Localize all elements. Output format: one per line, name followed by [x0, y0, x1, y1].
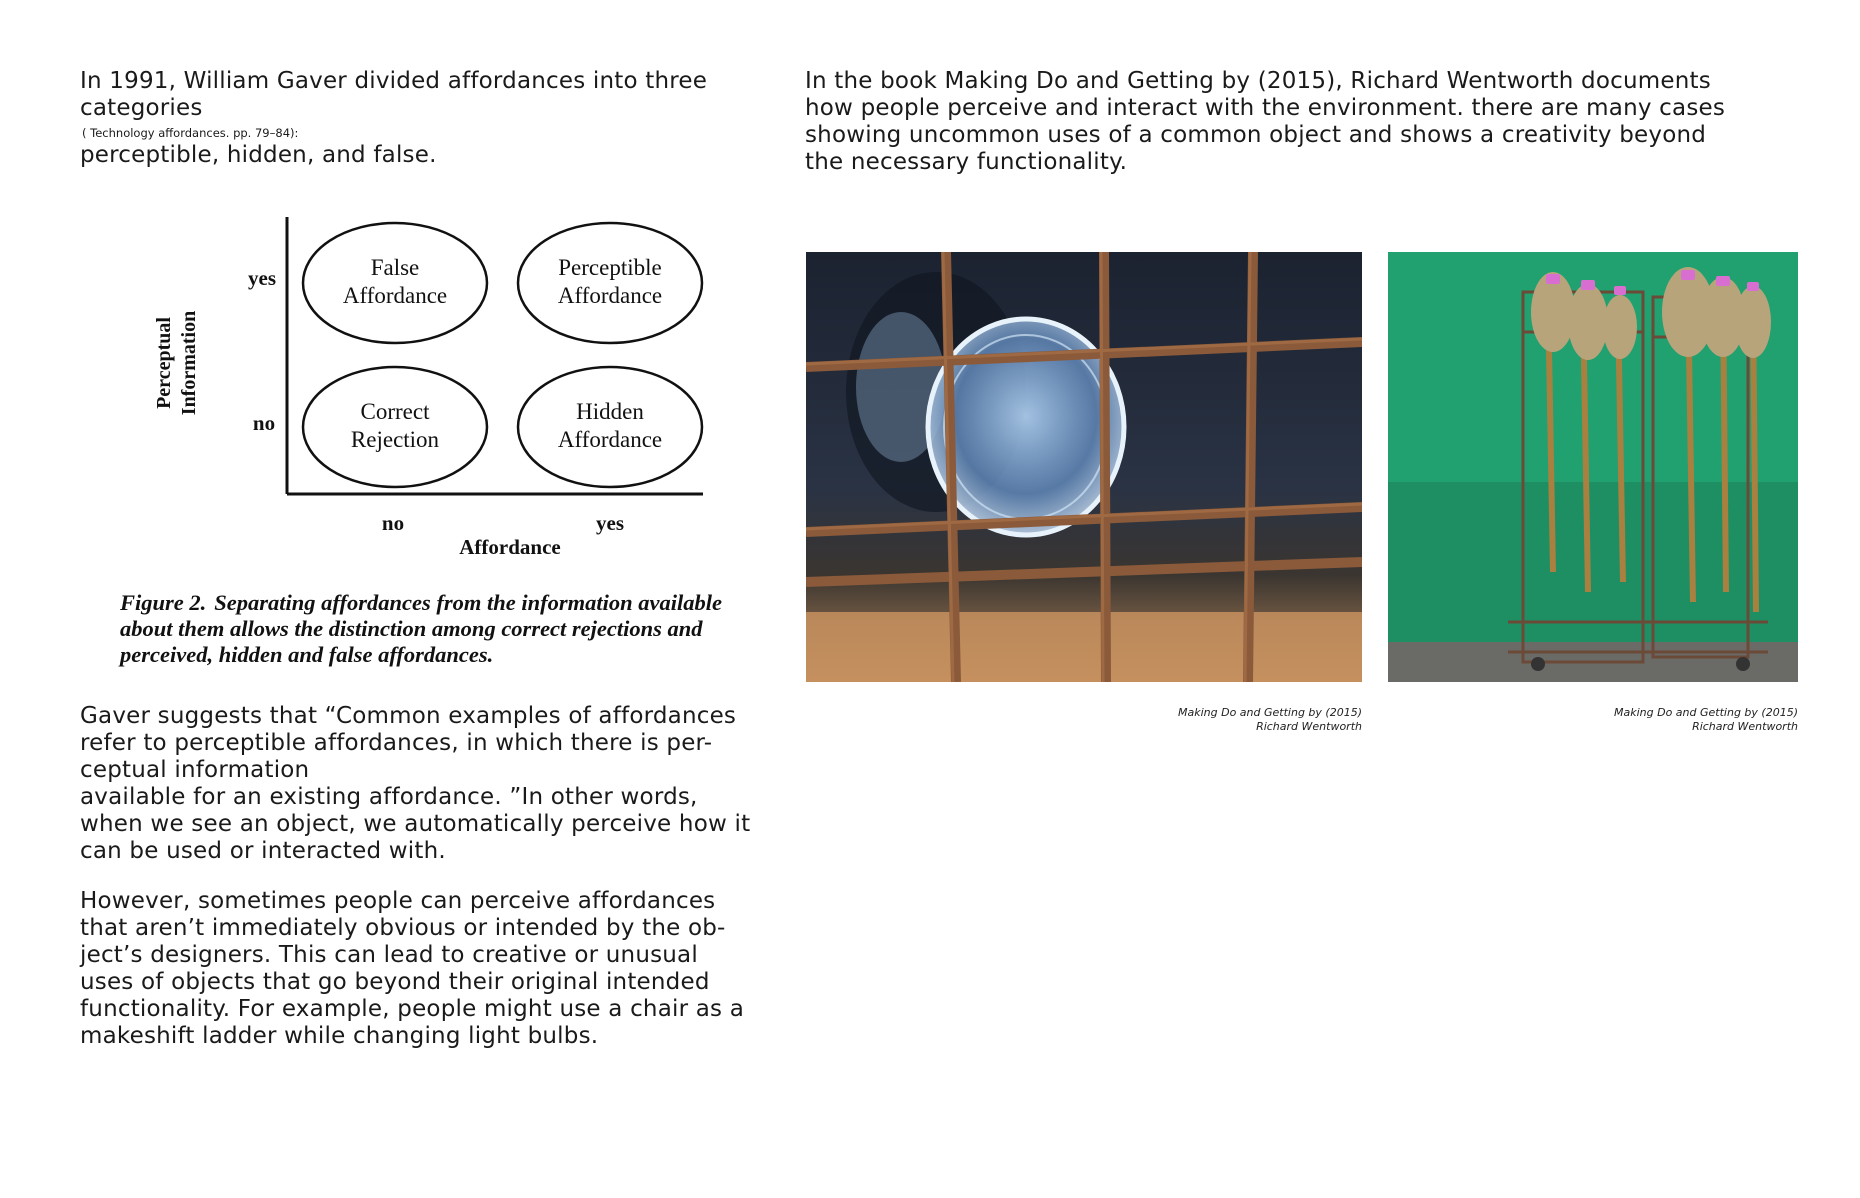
- figure-caption-text: Separating affordances from the information available about them allows the distinction among correct rejections and perceived, hidden and false affordances.: [120, 590, 722, 667]
- photo-cup-in-fence: [806, 252, 1362, 682]
- y-axis-label-line2: Information: [178, 310, 200, 416]
- y-tick-yes: yes: [248, 266, 276, 290]
- photo-caption-1: [1060, 706, 1362, 734]
- intro-tail-text: perceptible, hidden, and false.: [80, 142, 437, 168]
- gaver-paragraph: Gaver suggests that “Common examples of affordances refer to perceptible affordances, in which there is per- ceptual information available for an existing affordance. ”In other words, when we see an object, we automatically perceive how it can be used or interacted with.: [80, 703, 751, 864]
- cell-top-left-line2: Affordance: [342, 283, 448, 308]
- y-axis-label-line1: Perceptual: [153, 317, 175, 409]
- figure-caption: [120, 590, 780, 668]
- cup-fence-image: [806, 252, 1362, 682]
- photo-caption-2-author: Richard Wentworth: [1692, 720, 1798, 733]
- affordance-diagram: [120, 205, 720, 575]
- photo-caption-2-title: Making Do and Getting by (2015): [1614, 706, 1798, 719]
- photo-mops-on-cart: [1388, 252, 1798, 682]
- cell-top-right-line2: Affordance: [557, 283, 663, 308]
- cell-bottom-left-line1: Correct: [360, 399, 430, 424]
- intro-lead-text: In 1991, William Gaver divided affordances into three categories: [80, 68, 708, 121]
- x-tick-yes: yes: [596, 511, 624, 535]
- cell-top-right-line1: Perceptible: [558, 255, 662, 280]
- intro-block: [80, 68, 790, 169]
- however-paragraph: However, sometimes people can perceive affordances that aren’t immediately obvious or intended by the ob- ject’s designers. This can lead to creative or unusual uses of objects that go beyond their original intended functionality. For example, people might use a chair as a makeshift ladder while changing light bulbs.: [80, 888, 745, 1049]
- cell-top-left-line1: False: [370, 255, 420, 280]
- x-tick-no: no: [381, 511, 405, 535]
- x-axis-label: Affordance: [459, 535, 561, 559]
- y-tick-no: no: [252, 411, 276, 435]
- photo-caption-2: [1496, 706, 1798, 734]
- figure-caption-label: Figure 2.: [120, 590, 207, 615]
- citation-text: ( Technology affordances. pp. 79–84):: [82, 126, 299, 140]
- wentworth-paragraph: In the book Making Do and Getting by (2015), Richard Wentworth documents how people perceive and interact with the environment. there are many cases showing uncommon uses of a common object and shows a creativity beyond the necessary functionality.: [805, 68, 1726, 175]
- cell-bottom-left-line2: Rejection: [350, 427, 440, 452]
- cell-bottom-right-line2: Affordance: [557, 427, 663, 452]
- photo-caption-1-author: Richard Wentworth: [1256, 720, 1362, 733]
- mops-cart-image: [1388, 252, 1798, 682]
- cell-bottom-right-line1: Hidden: [576, 399, 644, 424]
- photo-caption-1-title: Making Do and Getting by (2015): [1178, 706, 1362, 719]
